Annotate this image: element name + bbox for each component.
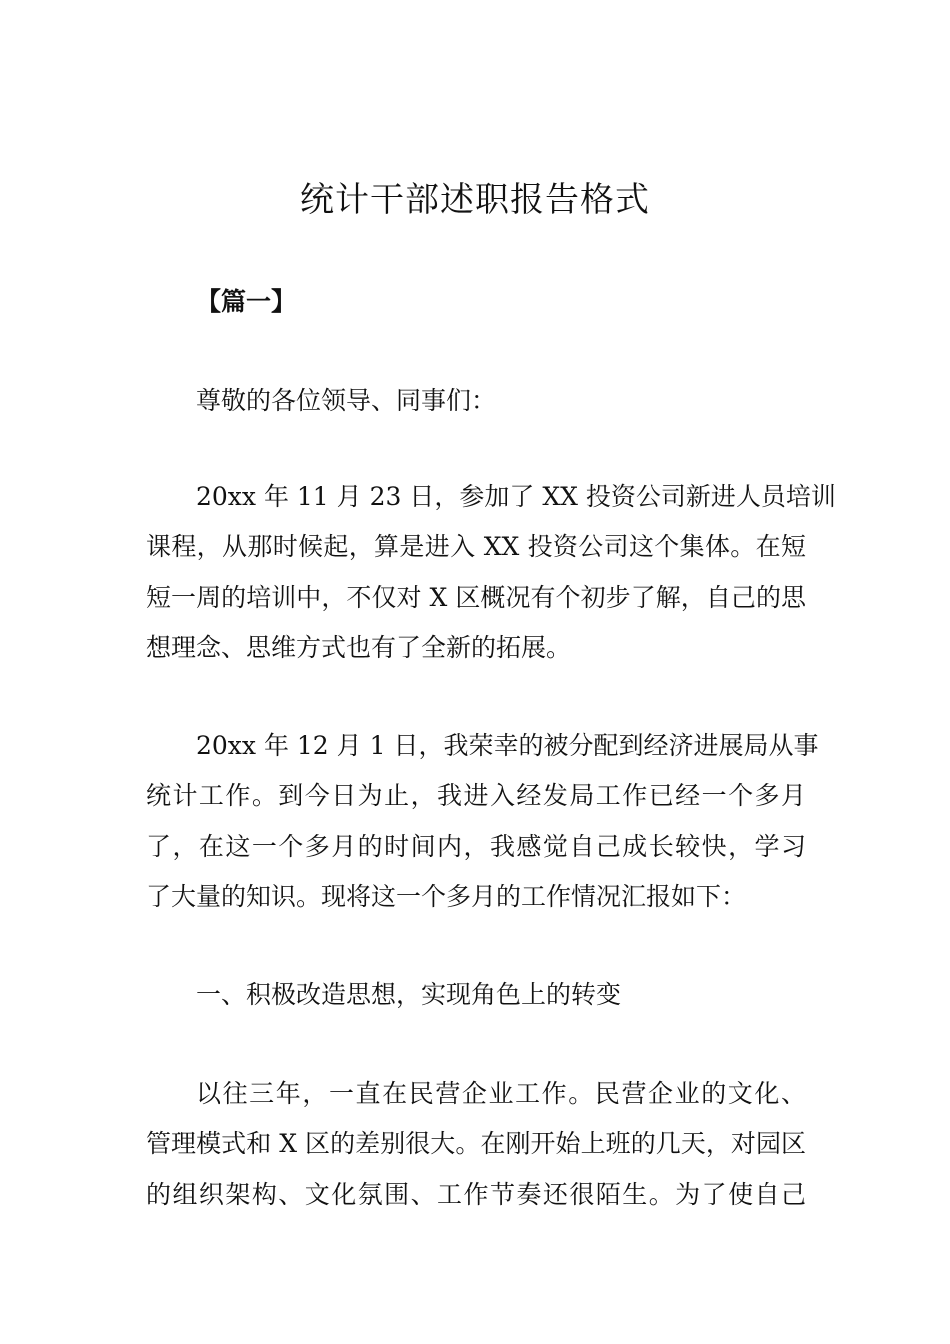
paragraph-1-line-2: 课程，从那时候起，算是进入 XX 投资公司这个集体。在短: [146, 532, 806, 561]
paragraph-1-line-1: 20xx 年 11 月 23 日，参加了 XX 投资公司新进人员培训: [196, 482, 836, 511]
section-heading: 一、积极改造思想，实现角色上的转变: [196, 980, 622, 1009]
paragraph-2-line-4: 了大量的知识。现将这一个多月的工作情况汇报如下：: [146, 882, 747, 911]
paragraph-2-line-1: 20xx 年 12 月 1 日，我荣幸的被分配到经济进展局从事: [196, 731, 819, 760]
section-paragraph-line-3: 的组织架构、文化氛围、工作节奏还很陌生。为了使自己: [146, 1180, 806, 1209]
section-paragraph-line-2: 管理模式和 X 区的差别很大。在刚开始上班的几天，对园区: [146, 1129, 806, 1158]
paragraph-2-line-2: 统计工作。到今日为止，我进入经发局工作已经一个多月: [146, 781, 806, 810]
chapter-label: 【篇一】: [196, 287, 297, 316]
paragraph-1-line-3: 短一周的培训中，不仅对 X 区概况有个初步了解，自己的思: [146, 583, 806, 612]
paragraph-1-line-4: 想理念、思维方式也有了全新的拓展。: [146, 633, 572, 662]
paragraph-2-line-3: 了，在这一个多月的时间内，我感觉自己成长较快，学习: [146, 832, 806, 861]
document-title: 统计干部述职报告格式: [300, 180, 650, 220]
section-paragraph-line-1: 以往三年，一直在民营企业工作。民营企业的文化、: [196, 1079, 806, 1108]
salutation: 尊敬的各位领导、同事们：: [196, 386, 497, 415]
